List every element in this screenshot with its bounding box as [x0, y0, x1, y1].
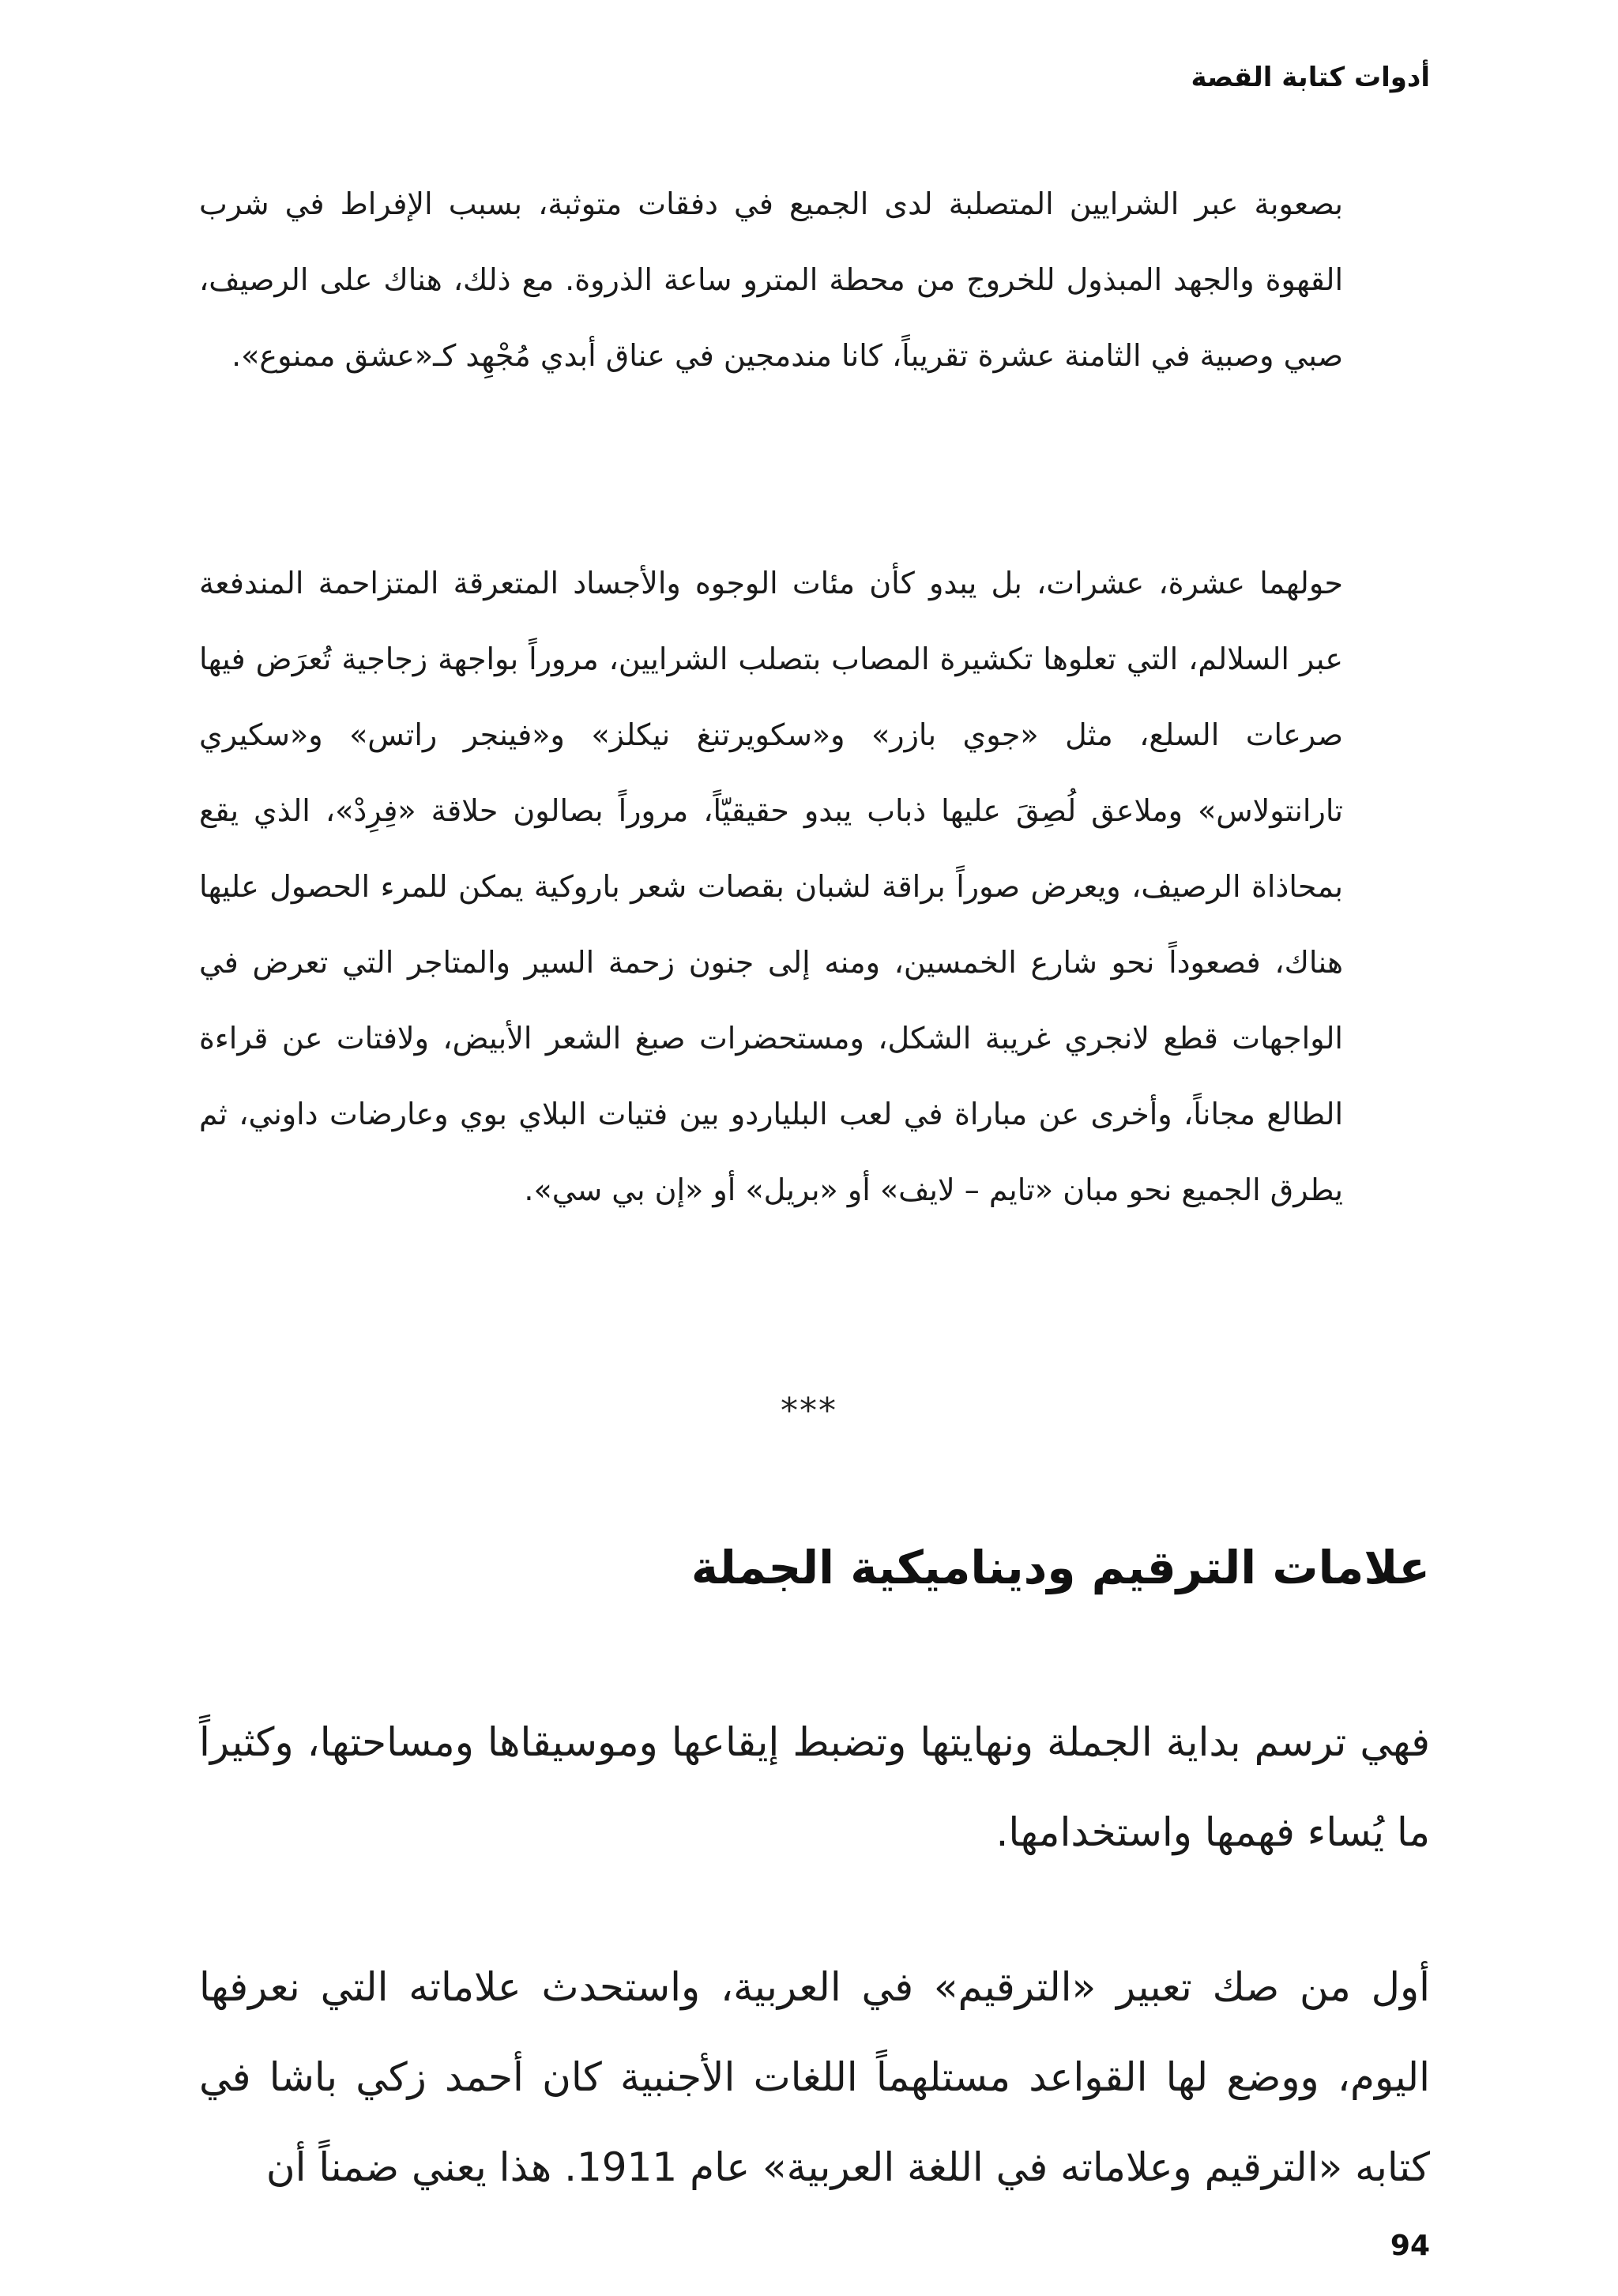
body-paragraph-2: أول من صك تعبير «الترقيم» في العربية، واستحدث علاماته التي نعرفها اليوم، ووضع لها القواعد مستلهماً اللغات الأجنبية كان أحمد زكي باشا في كتابه «الترقيم وعلاماته في اللغة العربية» عام 1911. هذا يعني ضمناً أن — [199, 1964, 1430, 2190]
section-separator: *** — [781, 1391, 837, 1431]
body-paragraph-1: فهي ترسم بداية الجملة ونهايتها وتضبط إيقاعها وموسيقاها ومساحتها، وكثيراً ما يُساء فهمها واستخدامها. — [199, 1719, 1430, 1855]
section-title: علامات الترقيم وديناميكية الجملة — [690, 1541, 1430, 1594]
quote-paragraph-1: بصعوبة عبر الشرايين المتصلبة لدى الجميع في دفقات متوثبة، بسبب الإفراط في شرب القهوة والجهد المبذول للخروج من محطة المترو ساعة الذروة. مع ذلك، هناك على الرصيف، صبي وصبية في الثامنة عشرة تقريباً، كانا مندمجين في عناق أبدي مُجْهِد كـ«عشق ممنوع». — [199, 186, 1343, 373]
page-number: 94 — [1390, 2230, 1430, 2262]
quote-paragraph-2: حولهما عشرة، عشرات، بل يبدو كأن مئات الوجوه والأجساد المتعرقة المتزاحمة المندفعة عبر السلالم، التي تعلوها تكشيرة المصاب بتصلب الشرايين، مروراً بواجهة زجاجية تُعرَض فيها صرعات السلع، مثل «جوي بازر» و«سكويرتنغ نيكلز» و«فينجر راتس» و«سكيري تارانتولاس» وملاعق لُصِقَ عليها ذباب يبدو حقيقيّاً، مروراً بصالون حلاقة «فِرِدْ»، الذي يقع بمحاذاة الرصيف، ويعرض صوراً براقة لشبان بقصات شعر باروكية يمكن للمرء الحصول عليها هناك، فصعوداً نحو شارع الخمسين، ومنه إلى جنون زحمة السير والمتاجر التي تعرض في الواجهات قطع لانجري غريبة الشكل، ومستحضرات صبغ الشعر الأبيض، ولافتات عن قراءة الطالع مجاناً، وأخرى عن مباراة في لعب البلياردو بين فتيات البلاي بوي وعارضات داوني، ثم يطرق الجميع نحو مبان «تايم – لايف» أو «بريل» أو «إن بي سي». — [199, 566, 1343, 1207]
running-header-title: أدوات كتابة القصة — [1191, 62, 1430, 93]
